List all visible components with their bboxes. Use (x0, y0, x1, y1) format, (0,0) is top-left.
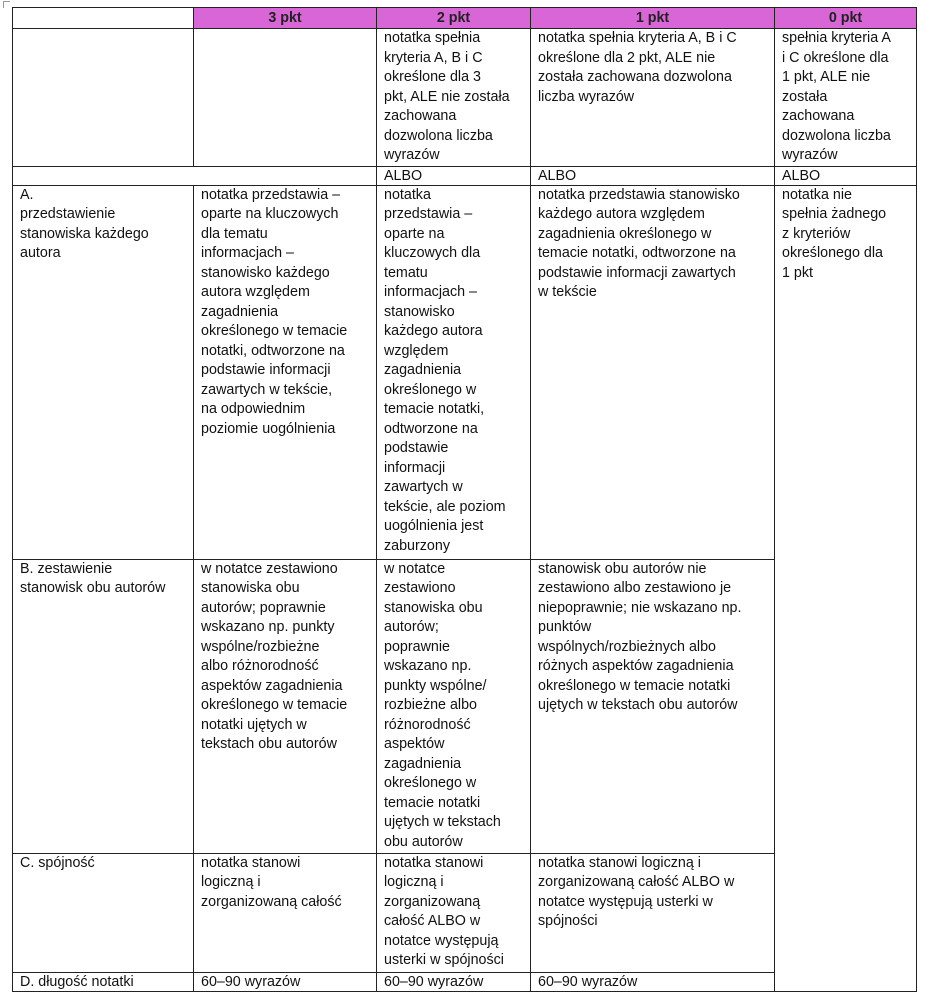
criterion-a-2-pkt: notatka przedstawia – oparte na kluczowych dla tematu informacjach – stanowisko każdego autora względem zagadnienia określonego w temacie notatki, odtworzone na podstawie informacji zawartych w tekście, ale poziom uogólnienia jest zaburzony (377, 185, 531, 559)
condition-label-cell (13, 29, 194, 167)
criterion-b-2-pkt: w notatce zestawiono stanowiska obu autorów; poprawnie wskazano np. punkty wspólne/ rozbieżne albo różnorodność aspektów zagadnienia określonego w temacie notatki ujętych w tekstach obu autorów (377, 559, 531, 853)
criterion-c-2-pkt: notatka stanowi logiczną i zorganizowaną całość ALBO w notatce występują usterki w spójności (377, 853, 531, 972)
criterion-d-label: D. długość notatki (13, 972, 194, 991)
criterion-b-3-pkt: w notatce zestawiono stanowiska obu autorów; poprawnie wskazano np. punkty wspólne/rozbieżne albo różnorodność aspektów zagadnienia określonego w temacie notatki ujętych w tekstach obu autorów (194, 559, 377, 853)
criterion-0-pkt-merged: notatka nie spełnia żadnego z kryteriów określonego dla 1 pkt (775, 185, 917, 991)
criterion-a-row (13, 185, 917, 559)
criterion-d-1-pkt: 60–90 wyrazów (531, 972, 775, 991)
word-count-condition-row (13, 29, 917, 167)
condition-0-pkt-cell: spełnia kryteria A i C określone dla 1 pkt, ALE nie została zachowana dozwolona liczba wyrazów (775, 29, 917, 167)
albo-1-pkt: ALBO (531, 166, 775, 185)
albo-row (13, 166, 917, 185)
criterion-d-2-pkt: 60–90 wyrazów (377, 972, 531, 991)
criterion-a-label: A. przedstawienie stanowiska każdego autora (13, 185, 194, 559)
condition-3-pkt-cell (194, 29, 377, 167)
criterion-b-1-pkt: stanowisk obu autorów nie zestawiono albo zestawiono je niepoprawnie; nie wskazano np. punktów wspólnych/rozbieżnych albo różnych aspektów zagadnienia określonego w temacie notatki ujętych w tekstach obu autorów (531, 559, 775, 853)
header-row (13, 8, 917, 29)
albo-empty-cell (13, 166, 377, 185)
criterion-c-3-pkt: notatka stanowi logiczną i zorganizowaną całość (194, 853, 377, 972)
header-2-pkt: 2 pkt (377, 8, 531, 29)
scoring-rubric-table (12, 7, 917, 992)
albo-2-pkt: ALBO (377, 166, 531, 185)
criterion-a-1-pkt: notatka przedstawia stanowisko każdego autora względem zagadnienia określonego w temacie notatki, odtworzone na podstawie informacji zawartych w tekście (531, 185, 775, 559)
albo-0-pkt: ALBO (775, 166, 917, 185)
header-3-pkt: 3 pkt (194, 8, 377, 29)
table-move-handle[interactable] (3, 1, 10, 8)
criterion-d-3-pkt: 60–90 wyrazów (194, 972, 377, 991)
criterion-b-label: B. zestawienie stanowisk obu autorów (13, 559, 194, 853)
header-1-pkt: 1 pkt (531, 8, 775, 29)
header-0-pkt: 0 pkt (775, 8, 917, 29)
header-criterion-cell (13, 8, 194, 29)
condition-1-pkt-cell: notatka spełnia kryteria A, B i C określone dla 2 pkt, ALE nie została zachowana dozwolona liczba wyrazów (531, 29, 775, 167)
criterion-a-3-pkt: notatka przedstawia – oparte na kluczowych dla tematu informacjach – stanowisko każdego autora względem zagadnienia określonego w temacie notatki, odtworzone na podstawie informacji zawartych w tekście, na odpowiednim poziomie uogólnienia (194, 185, 377, 559)
criterion-c-label: C. spójność (13, 853, 194, 972)
criterion-c-1-pkt: notatka stanowi logiczną i zorganizowaną całość ALBO w notatce występują usterki w spójności (531, 853, 775, 972)
condition-2-pkt-cell: notatka spełnia kryteria A, B i C określone dla 3 pkt, ALE nie została zachowana dozwolona liczba wyrazów (377, 29, 531, 167)
